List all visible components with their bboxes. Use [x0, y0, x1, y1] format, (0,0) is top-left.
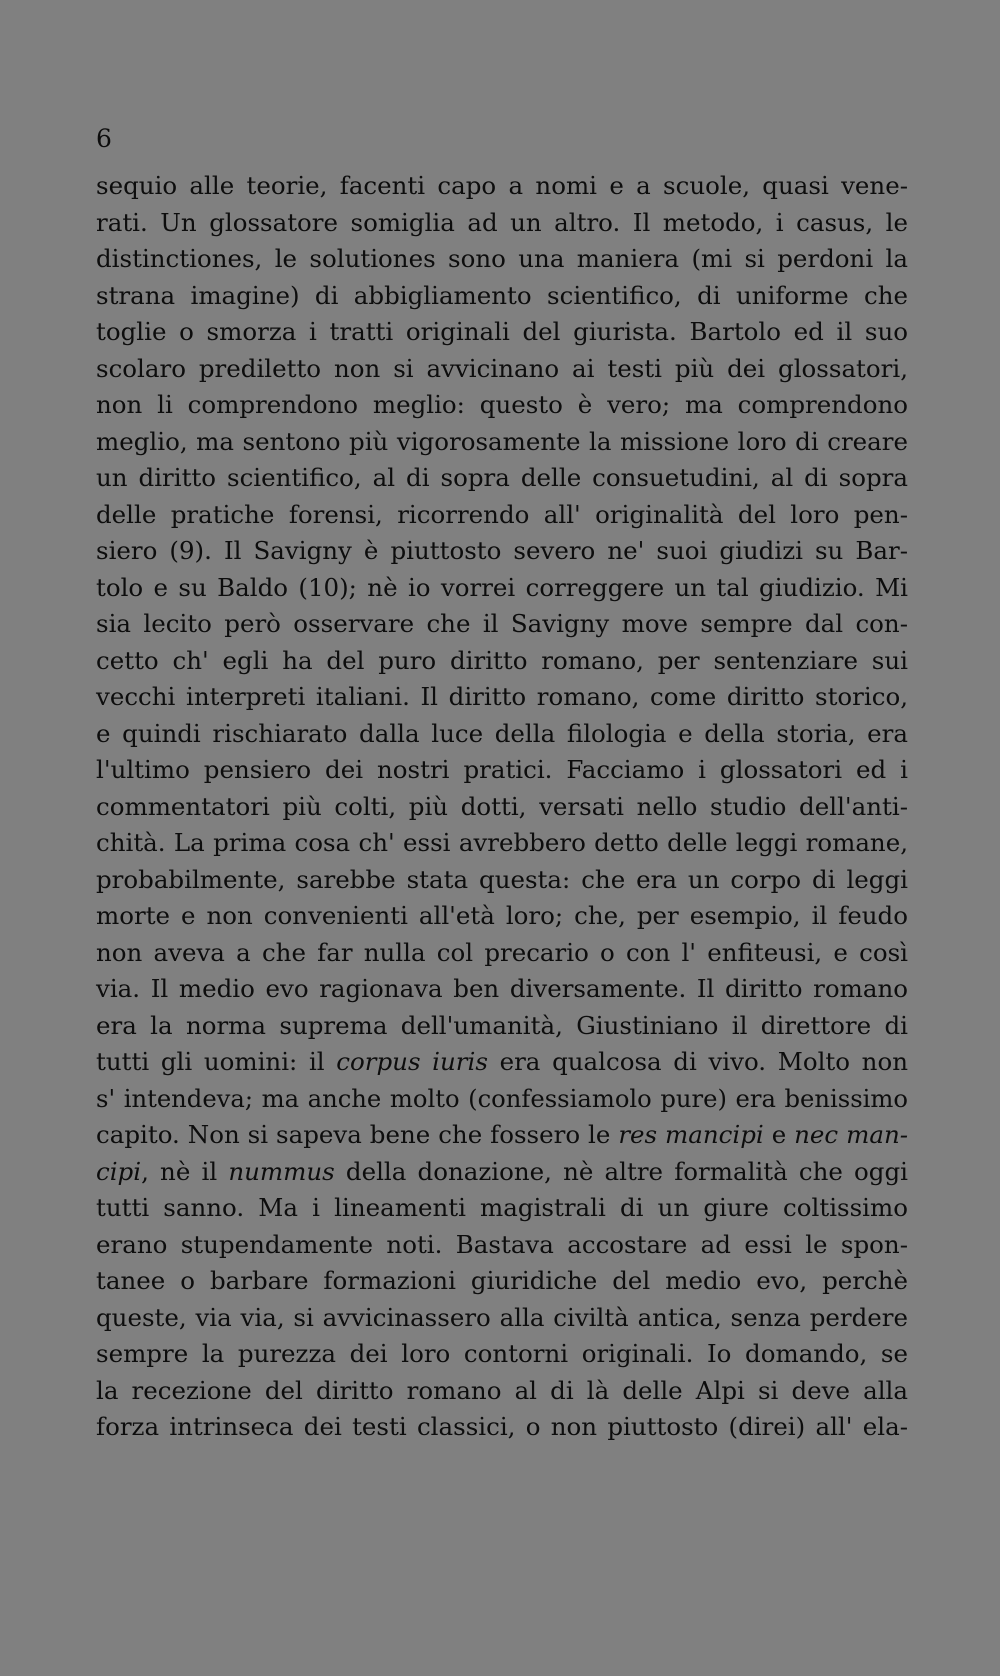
text-line: delle pratiche forensi, ricorrendo all' originalità del loro pen-: [96, 499, 908, 529]
text-line: vecchi interpreti italiani. Il diritto romano, come diritto storico,: [96, 682, 908, 711]
text-line: non li comprendono meglio: questo è vero; ma comprendono: [96, 390, 908, 419]
text-run: era qualcosa di vivo. Molto non: [487, 1047, 908, 1076]
text-line: [96, 1117, 908, 1154]
text-run: della donazione, nè altre formalità che oggi: [334, 1156, 908, 1186]
text-line: siero (9). Il Savigny è piuttosto severo ne' suoi giudizi su Bar-: [96, 536, 908, 565]
text-line: tolo e su Baldo (10); nè io vorrei correggere un tal giudizio. Mi: [96, 572, 908, 602]
text-line: sequio alle teorie, facenti capo a nomi e a scuole, quasi vene-: [96, 171, 908, 200]
text-line: non aveva a che far nulla col precario o con l' enfiteusi, e così: [96, 937, 908, 967]
text-line: sempre la purezza dei loro contorni originali. Io domando, se: [96, 1339, 908, 1368]
text-line: e quindi rischiarato dalla luce della filologia e della storia, era: [96, 718, 908, 748]
text-line: strana imagine) di abbigliamento scientifico, di uniforme che: [96, 280, 908, 310]
text-line: sia lecito però osservare che il Savigny move sempre dal con-: [96, 609, 908, 638]
text-line: s' intendeva; ma anche molto (confessiamolo pure) era benissimo: [96, 1083, 908, 1113]
text-run: , nè il: [141, 1156, 229, 1186]
text-line: scolaro prediletto non si avvicinano ai testi più dei glossatori,: [96, 353, 908, 383]
text-line: erano stupendamente noti. Bastava accostare ad essi le spon-: [96, 1229, 908, 1259]
text-line: via. Il medio evo ragionava ben diversamente. Il diritto romano: [96, 974, 908, 1003]
text-line: probabilmente, sarebbe stata questa: che era un corpo di leggi: [96, 864, 908, 894]
text-line: toglie o smorza i tratti originali del giurista. Bartolo ed il suo: [96, 317, 908, 346]
text-run: tutti gli uomini: il: [96, 1047, 337, 1076]
italic-term: cipi: [96, 1156, 142, 1186]
text-line: era la norma suprema dell'umanità, Giustiniano il direttore di: [96, 1010, 908, 1040]
text-line: forza intrinseca dei testi classici, o non piuttosto (direi) all' ela-: [96, 1412, 908, 1441]
body-text: [96, 168, 908, 1446]
page-number: 6: [96, 124, 112, 153]
text-line: un diritto scientifico, al di sopra delle consuetudini, al di sopra: [96, 463, 908, 492]
text-line: l'ultimo pensiero dei nostri pratici. Facciamo i glossatori ed i: [96, 755, 908, 784]
text-line: cetto ch' egli ha del puro diritto romano, per sentenziare sui: [96, 645, 908, 675]
text-line: tutti sanno. Ma i lineamenti magistrali di un giure coltissimo: [96, 1193, 908, 1222]
text-line: [96, 1044, 908, 1081]
italic-term: nec man-: [794, 1120, 909, 1149]
text-run: e: [763, 1120, 795, 1149]
text-line: morte e non convenienti all'età loro; che, per esempio, il feudo: [96, 901, 908, 930]
text-line: meglio, ma sentono più vigorosamente la missione loro di creare: [96, 426, 908, 456]
text-line: distinctiones, le solutiones sono una maniera (mi si perdoni la: [96, 244, 908, 273]
text-line: la recezione del diritto romano al di là delle Alpi si deve alla: [96, 1375, 908, 1405]
italic-term: res mancipi: [618, 1120, 764, 1149]
italic-term: nummus: [228, 1156, 335, 1186]
text-run: capito. Non si sapeva bene che fossero le: [96, 1120, 619, 1149]
text-line: [96, 1154, 908, 1191]
text-line: queste, via via, si avvicinassero alla civiltà antica, senza perdere: [96, 1302, 908, 1332]
text-line: commentatori più colti, più dotti, versati nello studio dell'anti-: [96, 791, 908, 821]
text-line: tanee o barbare formazioni giuridiche del medio evo, perchè: [96, 1266, 908, 1295]
text-line: rati. Un glossatore somiglia ad un altro. Il metodo, i casus, le: [96, 207, 908, 237]
text-line: chità. La prima cosa ch' essi avrebbero detto delle leggi romane,: [96, 828, 908, 857]
italic-term: corpus iuris: [336, 1047, 488, 1076]
